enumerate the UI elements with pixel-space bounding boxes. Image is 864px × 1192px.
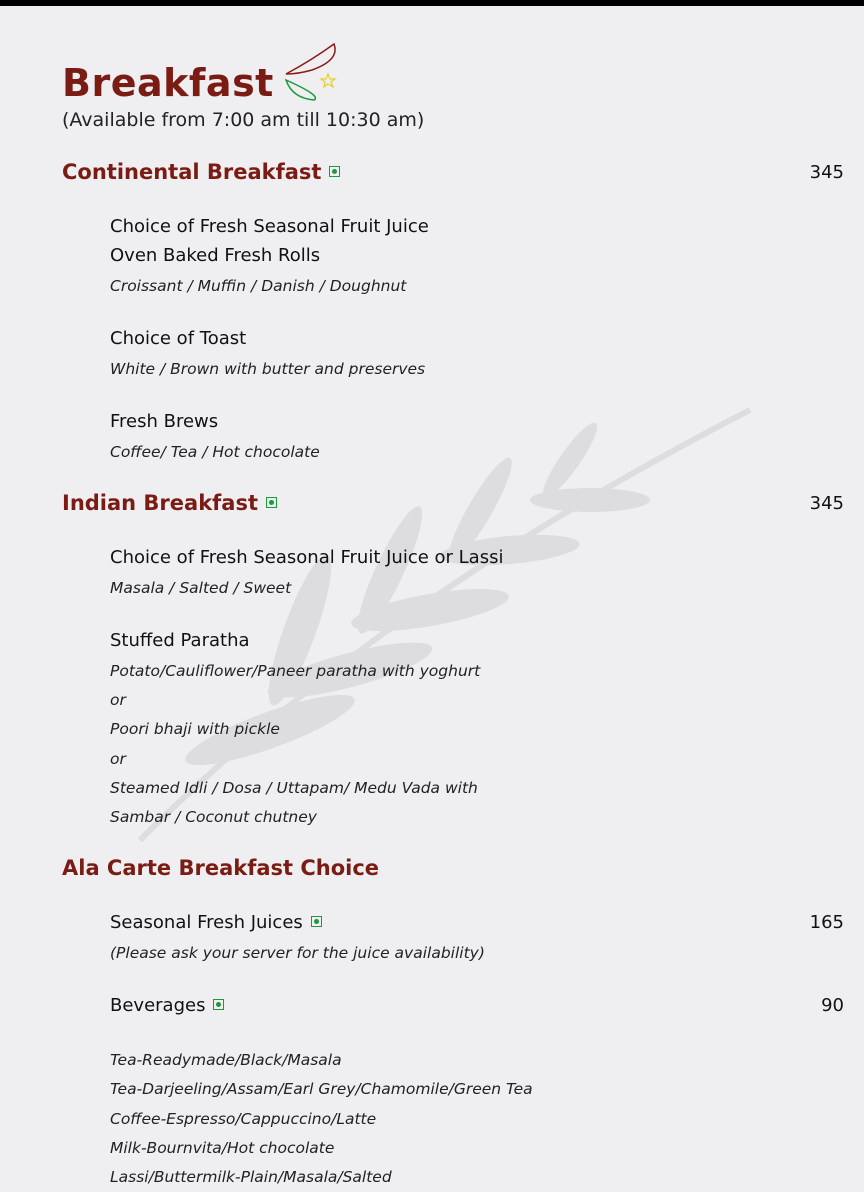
price-continental: 345 bbox=[809, 162, 844, 183]
price-juices: 165 bbox=[809, 912, 844, 933]
section-title-indian bbox=[62, 491, 277, 515]
page-title: Breakfast bbox=[62, 61, 274, 105]
price-indian: 345 bbox=[809, 493, 844, 514]
veg-icon bbox=[213, 999, 224, 1010]
item-name: Beverages bbox=[110, 995, 206, 1016]
section-title-continental bbox=[62, 160, 340, 184]
item-description: Tea-Readymade/Black/Masala bbox=[110, 1051, 342, 1069]
top-bar bbox=[0, 0, 864, 6]
availability-text: (Available from 7:00 am till 10:30 am) bbox=[62, 109, 425, 131]
item-description: Croissant / Muffin / Danish / Doughnut bbox=[110, 277, 407, 295]
leaf-logo-icon bbox=[282, 40, 342, 104]
item-description: or bbox=[110, 691, 126, 709]
veg-icon bbox=[311, 916, 322, 927]
menu-item-juices bbox=[110, 911, 322, 935]
item-description: Lassi/Buttermilk-Plain/Masala/Salted bbox=[110, 1168, 392, 1186]
item-description: Masala / Salted / Sweet bbox=[110, 579, 292, 597]
item-description: White / Brown with butter and preserves bbox=[110, 360, 426, 378]
item-note: (Please ask your server for the juice availability) bbox=[110, 944, 485, 962]
item-description: Steamed Idli / Dosa / Uttapam/ Medu Vada with bbox=[110, 779, 478, 797]
item-description: Coffee-Espresso/Cappuccino/Latte bbox=[110, 1110, 377, 1128]
menu-item: Choice of Fresh Seasonal Fruit Juice or Lassi bbox=[110, 547, 504, 568]
menu-item: Stuffed Paratha bbox=[110, 630, 250, 651]
section-title-text: Indian Breakfast bbox=[62, 491, 259, 515]
item-description: Coffee/ Tea / Hot chocolate bbox=[110, 443, 320, 461]
section-title-ala-carte: Ala Carte Breakfast Choice bbox=[62, 856, 380, 880]
menu-item: Choice of Toast bbox=[110, 328, 247, 349]
item-description: Poori bhaji with pickle bbox=[110, 720, 280, 738]
item-description: Tea-Darjeeling/Assam/Earl Grey/Chamomile/Green Tea bbox=[110, 1080, 533, 1098]
item-description: Potato/Cauliflower/Paneer paratha with yoghurt bbox=[110, 662, 481, 680]
veg-icon bbox=[329, 166, 340, 177]
section-title-text: Continental Breakfast bbox=[62, 160, 322, 184]
menu-item-beverages bbox=[110, 994, 224, 1018]
item-description: or bbox=[110, 750, 126, 768]
price-beverages: 90 bbox=[821, 995, 844, 1016]
item-name: Seasonal Fresh Juices bbox=[110, 912, 303, 933]
menu-item: Choice of Fresh Seasonal Fruit Juice bbox=[110, 216, 429, 237]
menu-item: Fresh Brews bbox=[110, 411, 219, 432]
menu-item: Oven Baked Fresh Rolls bbox=[110, 245, 321, 266]
item-description: Sambar / Coconut chutney bbox=[110, 808, 317, 826]
item-description: Milk-Bournvita/Hot chocolate bbox=[110, 1139, 335, 1157]
veg-icon bbox=[266, 497, 277, 508]
